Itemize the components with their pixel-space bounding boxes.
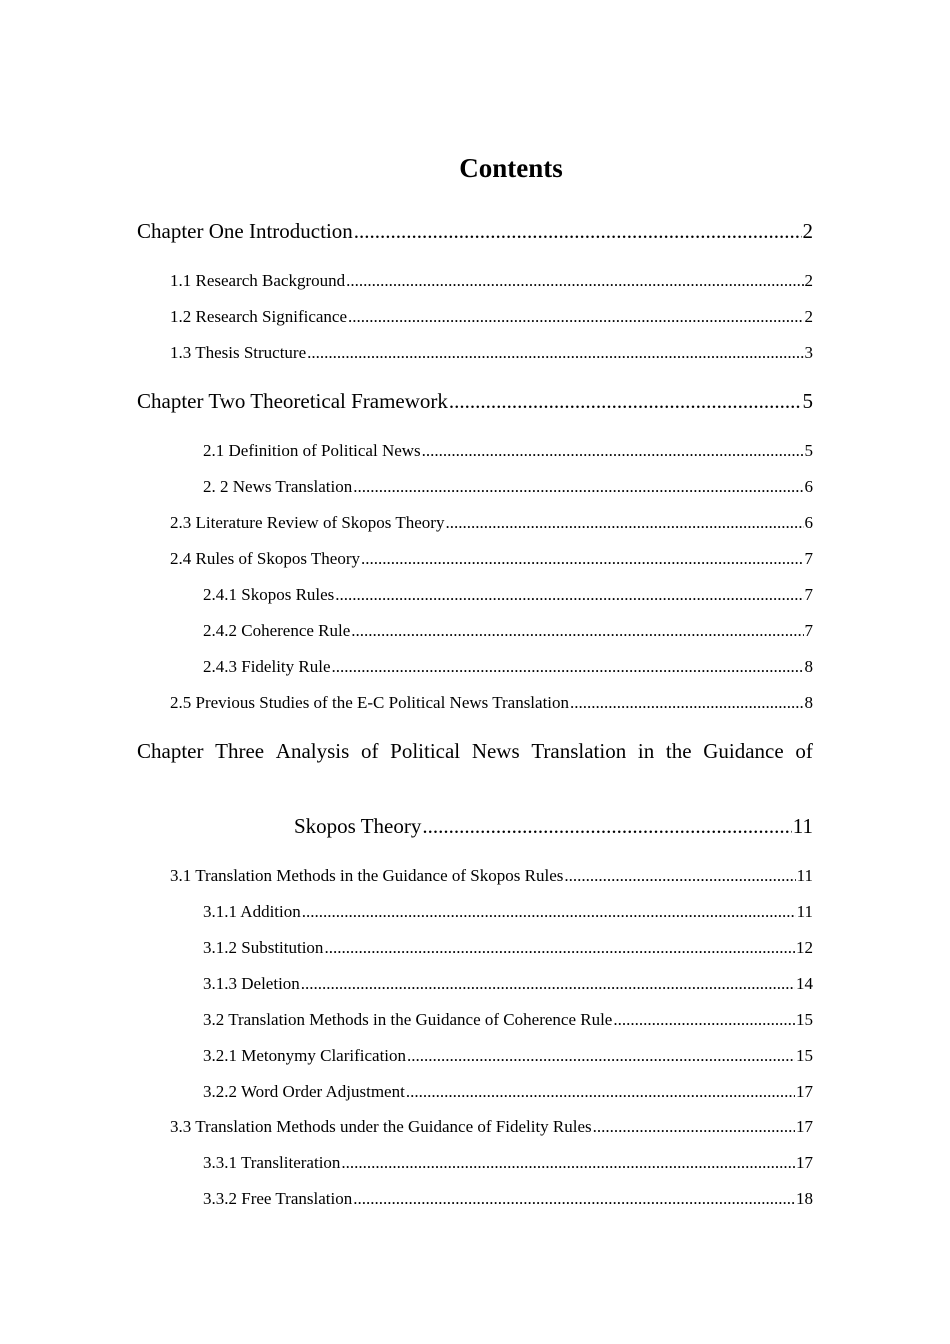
toc-leader-dots (301, 973, 795, 995)
chapter-three-word: Guidance (703, 739, 784, 763)
toc-entry-label: 2.5 Previous Studies of the E-C Political News Translation (170, 693, 570, 712)
toc-entry-label: 3.3.1 Transliteration (203, 1153, 341, 1172)
toc-entry-label: 3.2 Translation Methods in the Guidance of Coherence Rule (203, 1010, 613, 1029)
toc-entry-label: 3.3 Translation Methods under the Guidance of Fidelity Rules (170, 1117, 592, 1136)
toc-page-number: 2 (802, 219, 813, 243)
toc-entry-label: 3.1.1 Addition (203, 902, 301, 921)
toc-entry-label: Skopos Theory (294, 814, 422, 838)
toc-leader-dots (445, 512, 803, 534)
toc-entry-2-5[interactable] (170, 692, 813, 714)
toc-leader-dots (449, 387, 802, 415)
toc-entry-1-2[interactable] (170, 306, 813, 328)
toc-page-number: 7 (804, 585, 813, 604)
toc-entry-chapter-one[interactable] (137, 217, 813, 245)
toc-entry-label: 2.4.3 Fidelity Rule (203, 657, 331, 676)
chapter-three-word: Analysis (275, 739, 350, 763)
toc-leader-dots (613, 1009, 795, 1031)
toc-entry-3-3-2[interactable] (203, 1188, 813, 1210)
toc-entry-chapter-three-line1[interactable] (137, 737, 813, 765)
toc-entry-label: 2.1 Definition of Political News (203, 441, 421, 460)
toc-entry-1-1[interactable] (170, 270, 813, 292)
toc-page-number: 17 (796, 1082, 813, 1101)
toc-entry-label: 3.2.2 Word Order Adjustment (203, 1082, 405, 1101)
toc-page-number: 8 (804, 693, 813, 712)
toc-entry-label: 2.4.1 Skopos Rules (203, 585, 335, 604)
chapter-three-word: Translation (531, 739, 627, 763)
toc-page-number: 2 (804, 307, 813, 326)
toc-leader-dots (335, 584, 803, 606)
toc-entry-2-4-3[interactable] (203, 656, 813, 678)
toc-entry-3-1-2[interactable] (203, 937, 813, 959)
toc-entry-3-1-1[interactable] (203, 901, 813, 923)
toc-page-number: 3 (804, 343, 813, 362)
toc-entry-2-1[interactable] (203, 440, 813, 462)
toc-entry-3-2-2[interactable] (203, 1081, 813, 1103)
toc-page-number: 15 (796, 1010, 813, 1029)
toc-leader-dots (351, 620, 803, 642)
toc-page-number: 17 (796, 1117, 813, 1136)
toc-entry-3-1[interactable] (170, 865, 813, 887)
toc-leader-dots (332, 656, 804, 678)
chapter-three-word: Three (215, 739, 265, 763)
chapter-three-word: the (665, 739, 692, 763)
toc-leader-dots (346, 270, 803, 292)
toc-entry-3-3-1[interactable] (203, 1152, 813, 1174)
toc-page-number: 7 (804, 549, 813, 568)
toc-leader-dots (407, 1045, 795, 1067)
chapter-three-word: News (471, 739, 520, 763)
toc-leader-dots (353, 476, 803, 498)
toc-entry-label: 1.2 Research Significance (170, 307, 348, 326)
toc-entry-3-3[interactable] (170, 1116, 813, 1138)
toc-leader-dots (307, 342, 803, 364)
toc-entry-label: 2.4.2 Coherence Rule (203, 621, 351, 640)
chapter-three-word: Political (390, 739, 461, 763)
toc-entry-chapter-three-line2[interactable] (294, 812, 813, 840)
toc-page-number: 15 (796, 1046, 813, 1065)
toc-leader-dots (354, 217, 802, 245)
toc-page-number: 2 (804, 271, 813, 290)
toc-page-number: 12 (796, 938, 813, 957)
toc-entry-2-4-1[interactable] (203, 584, 813, 606)
toc-entry-3-2-1[interactable] (203, 1045, 813, 1067)
toc-page-number: 11 (792, 814, 813, 838)
toc-page-number: 14 (796, 974, 813, 993)
toc-leader-dots (353, 1188, 795, 1210)
chapter-three-word: in (637, 739, 655, 763)
toc-entry-3-1-3[interactable] (203, 973, 813, 995)
chapter-three-word: of (795, 739, 813, 763)
toc-entry-chapter-two[interactable] (137, 387, 813, 415)
toc-entry-2-4-2[interactable] (203, 620, 813, 642)
toc-entry-label: 3.1.3 Deletion (203, 974, 300, 993)
chapter-three-word: of (360, 739, 379, 763)
toc-entry-label: 2.4 Rules of Skopos Theory (170, 549, 360, 568)
toc-page-number: 5 (804, 441, 813, 460)
toc-entry-label: 3.3.2 Free Translation (203, 1189, 353, 1208)
toc-leader-dots (593, 1116, 795, 1138)
toc-entry-label: 3.2.1 Metonymy Clarification (203, 1046, 407, 1065)
toc-page-number: 17 (796, 1153, 813, 1172)
toc-entry-label: Chapter One Introduction (137, 219, 353, 243)
toc-page-number: 6 (804, 477, 813, 496)
toc-page-number: 6 (804, 513, 813, 532)
toc-leader-dots (570, 692, 803, 714)
toc-entry-2-3[interactable] (170, 512, 813, 534)
toc-entry-label: Chapter Two Theoretical Framework (137, 389, 448, 413)
toc-leader-dots (324, 937, 795, 959)
page-title: Contents (459, 153, 563, 183)
toc-entry-2-4[interactable] (170, 548, 813, 570)
toc-page-number: 7 (804, 621, 813, 640)
toc-leader-dots (341, 1152, 795, 1174)
toc-page-number: 11 (796, 902, 813, 921)
toc-leader-dots (302, 901, 796, 923)
toc-leader-dots (361, 548, 804, 570)
toc-entry-label: 2. 2 News Translation (203, 477, 353, 496)
toc-entry-label: 1.3 Thesis Structure (170, 343, 307, 362)
toc-entry-label: 2.3 Literature Review of Skopos Theory (170, 513, 445, 532)
toc-entry-label: 3.1.2 Substitution (203, 938, 324, 957)
toc-entry-1-3[interactable] (170, 342, 813, 364)
toc-leader-dots (348, 306, 803, 328)
toc-page-number: 18 (796, 1189, 813, 1208)
toc-leader-dots (406, 1081, 795, 1103)
toc-leader-dots (422, 812, 791, 840)
toc-entry-3-2[interactable] (203, 1009, 813, 1031)
chapter-three-word: Chapter (137, 739, 204, 763)
toc-entry-label: 3.1 Translation Methods in the Guidance of Skopos Rules (170, 866, 564, 885)
toc-entry-label: 1.1 Research Background (170, 271, 346, 290)
toc-entry-2-2[interactable] (203, 476, 813, 498)
toc-page-number: 5 (802, 389, 813, 413)
toc-leader-dots (422, 440, 804, 462)
toc-page-number: 8 (804, 657, 813, 676)
toc-page-number: 11 (796, 866, 813, 885)
toc-leader-dots (564, 865, 795, 887)
